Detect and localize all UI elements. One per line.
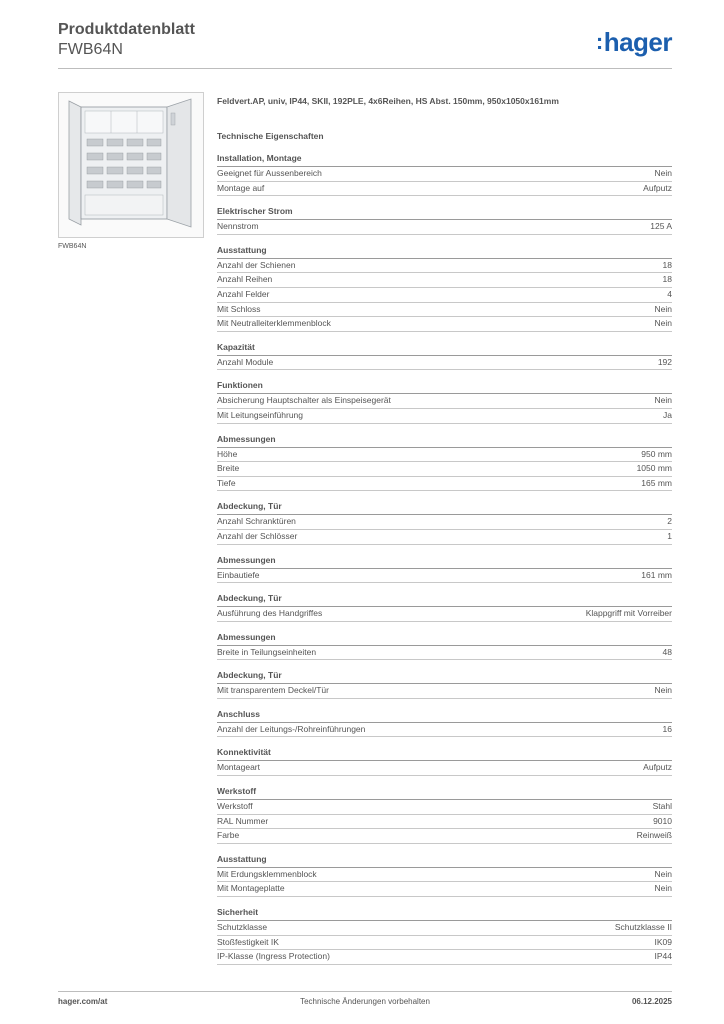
spec-value: 16 [662, 723, 672, 734]
spec-row [217, 394, 672, 409]
spec-label: Geeignet für Aussenbereich [217, 168, 322, 178]
spec-section [217, 433, 672, 492]
spec-row [217, 515, 672, 530]
spec-label: Mit Schloss [217, 303, 261, 314]
section-title: Werkstoff [217, 785, 672, 800]
spec-value: 1050 mm [636, 463, 672, 474]
spec-row [217, 356, 672, 371]
spec-value: Nein [654, 318, 672, 329]
spec-row [217, 317, 672, 332]
spec-label: RAL Nummer [217, 815, 269, 826]
spec-label: Ausführung des Handgriffes [217, 608, 323, 619]
spec-value: Aufputz [643, 762, 672, 773]
spec-section [217, 708, 672, 738]
spec-label: Werkstoff [217, 801, 253, 812]
product-image [58, 92, 204, 238]
section-title: Anschluss [217, 708, 672, 723]
spec-label: Mit Neutralleiterklemmenblock [217, 318, 331, 329]
spec-label: Anzahl der Schlösser [217, 530, 298, 541]
spec-label: Schutzklasse [217, 922, 268, 933]
spec-label: Farbe [217, 830, 240, 841]
spec-section [217, 631, 672, 661]
section-title: Sicherheit [217, 906, 672, 921]
spec-value: Nein [654, 395, 672, 406]
section-title: Abdeckung, Tür [217, 669, 672, 684]
cabinet-illustration [59, 93, 203, 237]
spec-label: Mit transparentem Deckel/Tür [217, 685, 329, 696]
spec-label: Anzahl Reihen [217, 274, 273, 285]
section-title: Installation, Montage [217, 152, 672, 167]
section-title: Abmessungen [217, 554, 672, 569]
spec-row [217, 646, 672, 661]
spec-sections [217, 152, 672, 965]
section-title: Kapazität [217, 341, 672, 356]
spec-value: Stahl [652, 801, 672, 812]
spec-section [217, 500, 672, 544]
footer-website: hager.com/at [58, 997, 108, 1006]
spec-row [217, 800, 672, 815]
spec-label: Anzahl der Schienen [217, 259, 296, 270]
section-title: Elektrischer Strom [217, 205, 672, 220]
spec-row [217, 921, 672, 936]
section-title: Abdeckung, Tür [217, 500, 672, 515]
spec-label: Anzahl Schranktüren [217, 516, 296, 527]
spec-section [217, 205, 672, 235]
spec-label: Anzahl Module [217, 356, 274, 367]
section-title: Funktionen [217, 379, 672, 394]
spec-row [217, 684, 672, 699]
logo-text: hager [603, 27, 672, 57]
spec-row [217, 882, 672, 897]
spec-value: 192 [657, 356, 672, 367]
spec-row [217, 288, 672, 303]
spec-value: IK09 [654, 936, 672, 947]
spec-row [217, 569, 672, 584]
spec-label: Höhe [217, 448, 238, 459]
spec-label: Breite in Teilungseinheiten [217, 646, 317, 657]
header-divider [58, 68, 672, 69]
spec-content [217, 95, 672, 974]
page-footer [58, 997, 672, 1009]
spec-row [217, 936, 672, 951]
page-header [58, 20, 672, 70]
spec-value: 125 A [650, 221, 672, 232]
spec-row [217, 273, 672, 288]
spec-value: 4 [667, 288, 672, 299]
spec-value: Reinweiß [636, 830, 672, 841]
spec-section [217, 785, 672, 844]
section-title: Abdeckung, Tür [217, 592, 672, 607]
spec-row [217, 815, 672, 830]
spec-row [217, 259, 672, 274]
section-title: Ausstattung [217, 244, 672, 259]
spec-row [217, 409, 672, 424]
spec-value: IP44 [654, 951, 672, 962]
spec-value: 18 [662, 274, 672, 285]
spec-label: Anzahl der Leitungs-/Rohreinführungen [217, 723, 366, 734]
tech-properties-heading: Technische Eigenschaften [217, 131, 324, 141]
spec-row [217, 530, 672, 545]
footer-date: 06.12.2025 [631, 997, 672, 1006]
spec-row [217, 868, 672, 883]
spec-label: Anzahl Felder [217, 288, 270, 299]
spec-section [217, 669, 672, 699]
image-caption: FWB64N [58, 243, 87, 250]
spec-value: Nein [654, 168, 672, 178]
spec-value: Nein [654, 303, 672, 314]
spec-label: IP-Klasse (Ingress Protection) [217, 951, 330, 962]
spec-row [217, 167, 672, 182]
spec-section [217, 554, 672, 584]
spec-row [217, 723, 672, 738]
spec-row [217, 462, 672, 477]
spec-value: Nein [654, 685, 672, 696]
spec-label: Mit Leitungseinführung [217, 409, 304, 420]
product-code: FWB64N [58, 41, 123, 58]
spec-label: Einbautiefe [217, 569, 260, 580]
spec-value: 1 [667, 530, 672, 541]
spec-section [217, 341, 672, 371]
section-title: Konnektivität [217, 746, 672, 761]
spec-row [217, 950, 672, 965]
spec-row [217, 182, 672, 197]
spec-value: Klappgriff mit Vorreiber [585, 608, 672, 619]
footer-divider [58, 991, 672, 992]
spec-value: 18 [662, 259, 672, 270]
spec-row [217, 761, 672, 776]
spec-label: Nennstrom [217, 221, 259, 232]
spec-value: Ja [663, 409, 672, 420]
spec-value: 165 mm [641, 477, 672, 488]
spec-label: Absicherung Hauptschalter als Einspeisegerät [217, 395, 391, 406]
spec-row [217, 477, 672, 492]
section-title: Abmessungen [217, 631, 672, 646]
spec-label: Mit Montageplatte [217, 883, 285, 894]
spec-label: Montage auf [217, 182, 265, 193]
spec-label: Tiefe [217, 477, 236, 488]
spec-section [217, 853, 672, 897]
spec-value: 48 [662, 646, 672, 657]
spec-label: Montageart [217, 762, 260, 773]
spec-value: 2 [667, 516, 672, 527]
spec-section [217, 244, 672, 332]
section-title: Abmessungen [217, 433, 672, 448]
spec-label: Mit Erdungsklemmenblock [217, 868, 317, 879]
spec-value: Schutzklasse II [614, 922, 672, 933]
spec-row [217, 303, 672, 318]
spec-value: 161 mm [641, 569, 672, 580]
section-title: Ausstattung [217, 853, 672, 868]
spec-row [217, 448, 672, 463]
hager-logo: :hager [595, 27, 672, 57]
spec-value: 950 mm [641, 448, 672, 459]
spec-value: Nein [654, 883, 672, 894]
spec-row [217, 607, 672, 622]
product-description: Feldvert.AP, univ, IP44, SKII, 192PLE, 4x6Reihen, HS Abst. 150mm, 950x1050x161mm [217, 96, 559, 106]
spec-value: Aufputz [643, 182, 672, 193]
document-title: Produktdatenblatt [58, 21, 195, 38]
spec-row [217, 829, 672, 844]
spec-section [217, 379, 672, 423]
spec-section [217, 592, 672, 622]
spec-section [217, 746, 672, 776]
spec-section [217, 152, 672, 196]
spec-label: Stoßfestigkeit IK [217, 936, 279, 947]
spec-row [217, 220, 672, 235]
spec-value: Nein [654, 868, 672, 879]
spec-value: 9010 [653, 815, 672, 826]
footer-notice: Technische Änderungen vorbehalten [300, 997, 430, 1006]
spec-label: Breite [217, 463, 240, 474]
spec-section [217, 906, 672, 965]
